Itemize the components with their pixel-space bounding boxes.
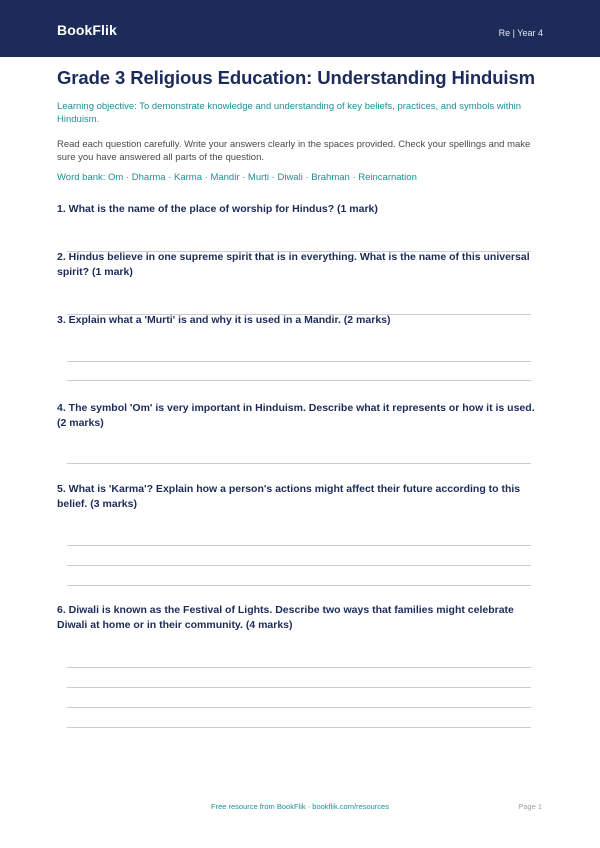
answer-line-q4[interactable] xyxy=(67,463,531,464)
word-bank: Word bank: Om · Dharma · Karma · Mandir · Murti · Diwali · Brahman · Reincarnation xyxy=(57,172,417,183)
page-number: Page 1 xyxy=(518,802,542,811)
learning-objective: Learning objective: To demonstrate knowledge and understanding of key beliefs, practices, and symbols within Hinduism. xyxy=(57,101,522,125)
answer-line-q3-2[interactable] xyxy=(67,380,531,381)
question-4: 4. The symbol 'Om' is very important in Hinduism. Describe what it represents or how it is used. (2 marks) xyxy=(57,402,535,429)
question-6: 6. Diwali is known as the Festival of Lights. Describe two ways that families might celebrate Diwali at home or in their community. (4 marks) xyxy=(57,604,514,631)
answer-line-q5-1[interactable] xyxy=(67,545,531,546)
answer-line-q5-2[interactable] xyxy=(67,565,531,566)
brand-logo[interactable]: BookFlik xyxy=(57,22,117,38)
answer-line-q6-4[interactable] xyxy=(67,727,531,728)
answer-line-q3-1[interactable] xyxy=(67,361,531,362)
header-bar xyxy=(0,0,600,57)
question-5: 5. What is 'Karma'? Explain how a person's actions might affect their future according to this belief. (3 marks) xyxy=(57,483,521,510)
footer-credit[interactable]: Free resource from BookFlik · bookflik.com/resources xyxy=(211,802,389,811)
worksheet-title: Grade 3 Religious Education: Understanding Hinduism xyxy=(57,67,536,88)
answer-line-q6-1[interactable] xyxy=(67,667,531,668)
question-3: 3. Explain what a 'Murti' is and why it is used in a Mandir. (2 marks) xyxy=(57,314,391,326)
question-1: 1. What is the name of the place of worship for Hindus? (1 mark) xyxy=(57,203,378,215)
question-2: 2. Hindus believe in one supreme spirit that is in everything. What is the name of this universal spirit? (1 mark) xyxy=(57,251,530,278)
answer-line-q6-3[interactable] xyxy=(67,707,531,708)
subject-year-label: Re | Year 4 xyxy=(498,28,543,38)
answer-line-q6-2[interactable] xyxy=(67,687,531,688)
answer-line-q5-3[interactable] xyxy=(67,585,531,586)
instructions-text: Read each question carefully. Write your answers clearly in the spaces provided. Check your spellings and make sure you have answered all parts of the question. xyxy=(57,139,531,163)
